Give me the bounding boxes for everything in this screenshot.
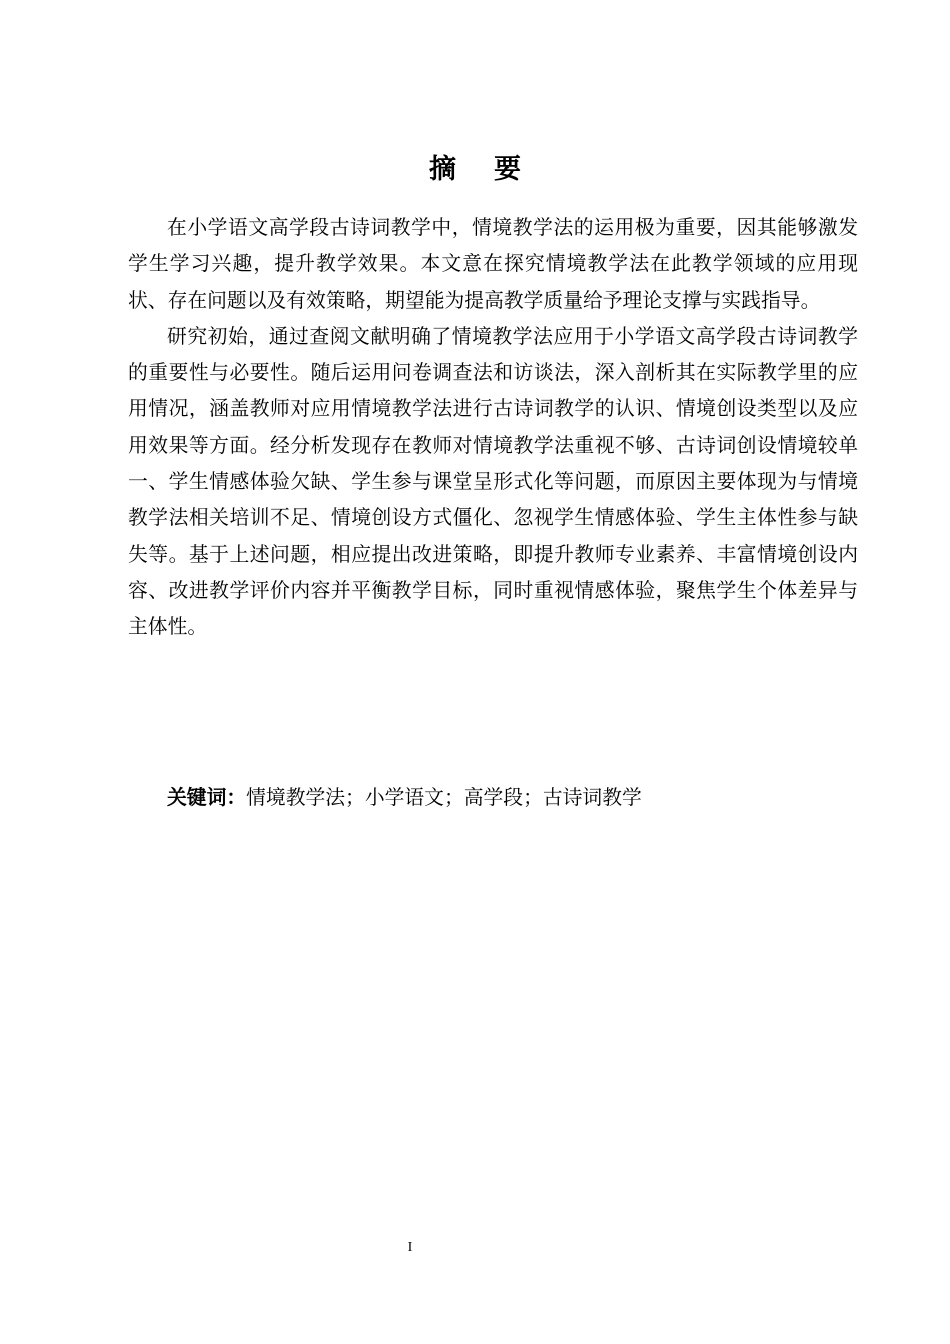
title-char-1: 摘 (429, 154, 456, 185)
abstract-title (0, 150, 950, 190)
title-char-2: 要 (494, 154, 521, 185)
abstract-body (128, 210, 858, 646)
page-number: I (407, 1240, 413, 1255)
keywords-label: 关键词： (167, 786, 247, 809)
keywords-text: 情境教学法；小学语文；高学段；古诗词教学 (246, 786, 642, 809)
keywords-line (167, 780, 857, 816)
abstract-paragraph-1: 在小学语文高学段古诗词教学中，情境教学法的运用极为重要，因其能够激发学生学习兴趣，提升教学效果。本文意在探究情境教学法在此教学领域的应用现状、存在问题以及有效策略，期望能为提高教学质量给予理论支撑与实践指导。 (128, 216, 858, 312)
abstract-paragraph-2: 研究初始，通过查阅文献明确了情境教学法应用于小学语文高学段古诗词教学的重要性与必要性。随后运用问卷调查法和访谈法，深入剖析其在实际教学里的应用情况，涵盖教师对应用情境教学法进行古诗词教学的认识、情境创设类型以及应用效果等方面。经分析发现存在教师对情境教学法重视不够、古诗词创设情境较单一、学生情感体验欠缺、学生参与课堂呈形式化等问题，而原因主要体现为与情境教学法相关培训不足、情境创设方式僵化、忽视学生情感体验、学生主体性参与缺失等。基于上述问题，相应提出改进策略，即提升教师专业素养、丰富情境创设内容、改进教学评价内容并平衡教学目标，同时重视情感体验，聚焦学生个体差异与主体性。 (128, 324, 858, 639)
